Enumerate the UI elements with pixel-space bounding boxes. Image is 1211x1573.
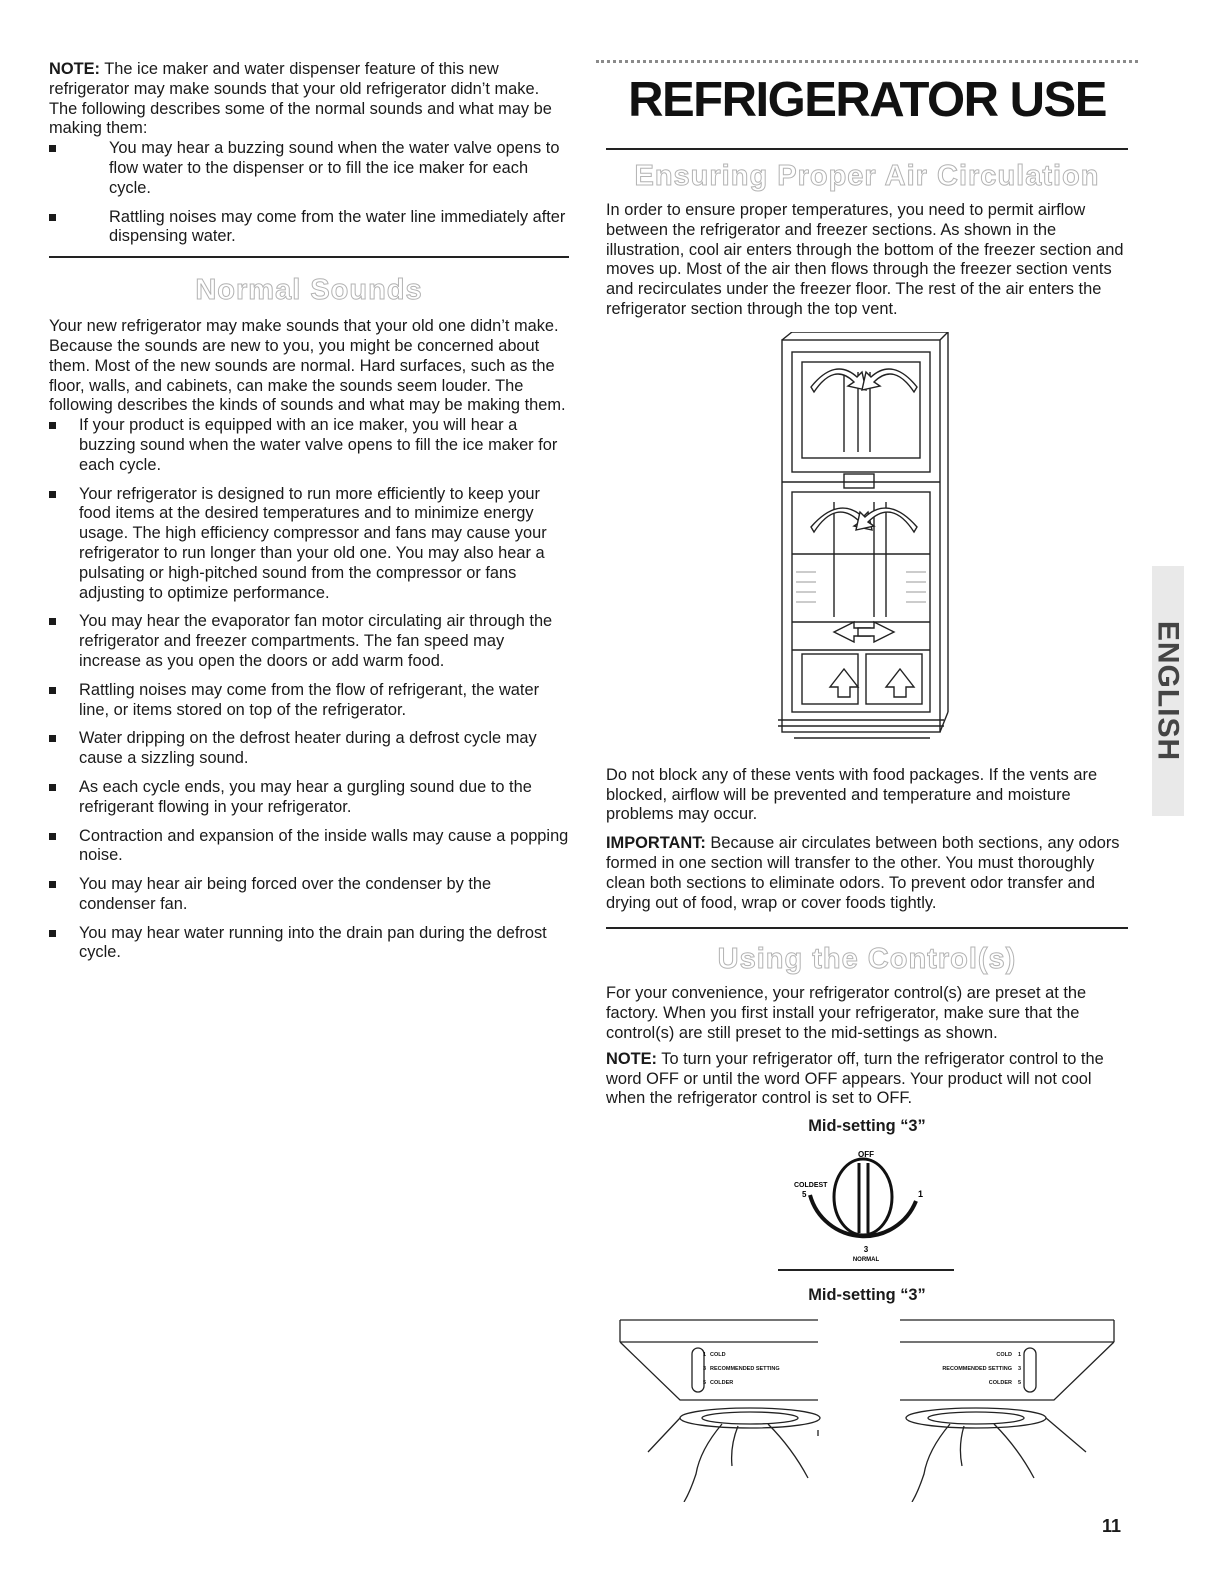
english-language-tab	[1148, 566, 1188, 816]
important-label: IMPORTANT:	[606, 834, 706, 853]
section-divider	[606, 148, 1128, 150]
section-divider	[49, 256, 569, 258]
dial-label-3: 3	[863, 1244, 869, 1254]
sounds-bullet-list	[49, 416, 569, 963]
panel-label-cold-right: COLD	[996, 1351, 1012, 1358]
controls-note-label: NOTE:	[606, 1049, 657, 1068]
right-column	[606, 60, 1128, 1502]
control-panel-illustration	[618, 1312, 1118, 1502]
control-dial-illustration	[766, 1145, 966, 1261]
list-item: Water dripping on the defrost heater during a defrost cycle may cause a sizzling sound.	[49, 729, 569, 769]
vents-warning-paragraph: Do not block any of these vents with food packages. If the vents are blocked, airflow will be prevented and temperature and moisture problems may occur.	[606, 765, 1098, 824]
panel-label-recommended-right: RECOMMENDED SETTING	[942, 1365, 1012, 1372]
list-item: You may hear air being forced over the condenser by the condenser fan.	[49, 875, 569, 915]
panel-caption: Mid-setting “3”	[808, 1285, 926, 1304]
panel-num-3-left: 3	[702, 1365, 706, 1372]
dial-label-off: OFF	[858, 1149, 874, 1159]
list-item: Contraction and expansion of the inside walls may cause a popping noise.	[49, 827, 569, 867]
air-circulation-heading: Ensuring Proper Air Circulation	[634, 160, 1100, 192]
panel-num-5-left: 5	[702, 1379, 706, 1386]
section-divider	[606, 927, 1128, 929]
controls-note-paragraph	[606, 1050, 1128, 1109]
english-tab-label: ENGLISH	[1151, 620, 1185, 762]
panel-num-5-right: 5	[1018, 1379, 1022, 1386]
panel-label-colder-left: COLDER	[710, 1379, 734, 1386]
note-label: NOTE:	[49, 60, 100, 78]
panel-num-1-right: 1	[1018, 1351, 1022, 1358]
panel-label-colder-right: COLDER	[988, 1379, 1012, 1386]
dial-label-coldest: COLDEST	[794, 1181, 828, 1189]
list-item: As each cycle ends, you may hear a gurgling sound due to the refrigerant flowing in your refrigerator.	[49, 778, 569, 818]
list-item: Rattling noises may come from the water line immediately after dispensing water.	[49, 208, 569, 248]
list-item: Your refrigerator is designed to run more efficiently to keep your food items at the desired temperatures and to minimize energy usage. The high efficiency compressor and fans may cause your refrigerator to run longer than your old one. You may also hear a pulsating or high-pitched sound from the compressor or fans adjusting to optimize performance.	[49, 485, 569, 604]
list-item: You may hear water running into the drain pan during the defrost cycle.	[49, 924, 569, 964]
top-dotted-rule	[596, 60, 1138, 66]
list-item: If your product is equipped with an ice maker, you will hear a buzzing sound when the water valve opens to fill the ice maker for each cycle.	[49, 416, 569, 475]
page-title: REFRIGERATOR USE	[628, 73, 1106, 127]
list-item: You may hear the evaporator fan motor circulating air through the refrigerator and freezer compartments. The fan speed may increase as you open the doors or add warm food.	[49, 612, 569, 671]
panel-label-recommended-left: RECOMMENDED SETTING	[710, 1365, 780, 1372]
dial-caption: Mid-setting “3”	[808, 1117, 926, 1136]
left-column	[49, 60, 569, 972]
panel-label-cold-left: COLD	[710, 1351, 726, 1358]
dial-divider	[778, 1269, 954, 1271]
page-number: 11	[1102, 1516, 1122, 1536]
panel-num-3-right: 3	[1018, 1365, 1022, 1372]
controls-note-text: To turn your refrigerator off, turn the refrigerator control to the word OFF or until the word OFF appears. Your product will not cool when the refrigerator control is set to OFF.	[606, 1049, 1104, 1108]
note-bullet-list	[49, 139, 569, 247]
important-text: Because air circulates between both sections, any odors formed in one section will transfer to the other. You must thoroughly clean both sections to eliminate odors. To prevent odor transfer and drying out of food, wrap or cover foods tightly.	[606, 834, 1120, 912]
air-circulation-paragraph: In order to ensure proper temperatures, you need to permit airflow between the refrigerator and freezer sections. As shown in the illustration, cool air enters through the bottom of the freezer section and moves up. Most of the air then flows through the freezer section vents and recirculates under the freezer floor. The rest of the air enters the refrigerator section through the top vent.	[606, 201, 1124, 318]
normal-sounds-intro: Your new refrigerator may make sounds that your old one didn’t make. Because the sounds are new to you, you might be concerned about them. Most of the new sounds are normal. Hard surfaces, such as the floor, walls, and cabinets, can make the sounds seem louder. The following describes the kinds of sounds and what may be making them.	[49, 317, 566, 415]
controls-heading: Using the Control(s)	[717, 943, 1017, 976]
important-paragraph	[606, 834, 1128, 913]
note-paragraph	[49, 60, 569, 139]
dial-label-normal: NORMAL	[852, 1256, 880, 1261]
dial-label-1: 1	[918, 1188, 924, 1199]
controls-paragraph: For your convenience, your refrigerator control(s) are preset at the factory. When you first install your refrigerator, make sure that the control(s) are still preset to the mid-settings as shown.	[606, 984, 1087, 1042]
panel-num-1-left: 1	[702, 1351, 706, 1358]
airflow-illustration	[774, 332, 964, 750]
list-item: You may hear a buzzing sound when the water valve opens to flow water to the dispenser or to fill the ice maker for each cycle.	[49, 139, 569, 198]
dial-label-5: 5	[802, 1189, 807, 1199]
list-item: Rattling noises may come from the flow of refrigerant, the water line, or items stored on top of the refrigerator.	[49, 681, 569, 721]
normal-sounds-heading: Normal Sounds	[195, 274, 423, 307]
note-text: The ice maker and water dispenser feature of this new refrigerator may make sounds that your old refrigerator didn’t make. The following describes some of the normal sounds and what may be making them:	[49, 60, 552, 138]
